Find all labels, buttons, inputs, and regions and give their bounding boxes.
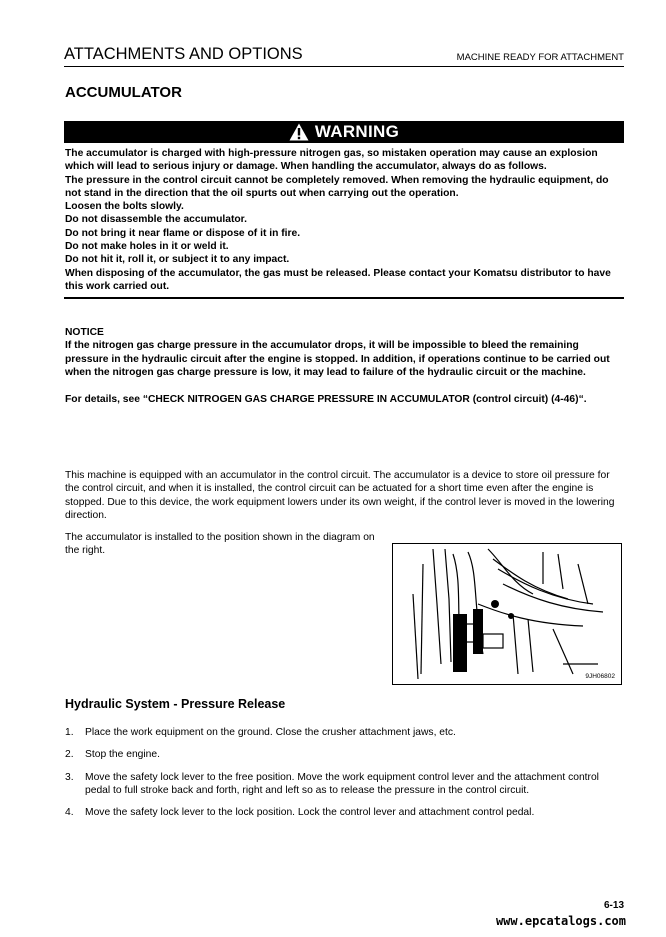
step-number: 4. [65, 807, 74, 819]
warning-line: Loosen the bolts slowly. [65, 201, 184, 213]
warning-line: The pressure in the control circuit cannot be completely removed. When removing the hydraulic equipment, do not stand in the direction that the oil spurts out when carrying out the operation. [65, 174, 609, 199]
list-item [65, 771, 625, 798]
notice-block [65, 326, 625, 406]
step-number: 2. [65, 749, 74, 761]
figure-code: 9JH06802 [585, 673, 615, 680]
warning-label: WARNING [314, 122, 400, 141]
warning-banner [64, 121, 624, 143]
step-text: Place the work equipment on the ground. Close the crusher attachment jaws, etc. [85, 727, 456, 738]
step-text: Stop the engine. [85, 749, 160, 761]
warning-line: Do not bring it near flame or dispose of it in fire. [65, 227, 301, 239]
accumulator-description: This machine is equipped with an accumulator in the control circuit. The accumulator is a device to store oil pressure for the control circuit, and when it is installed, the control circuit can be actuated for a short time even after the engine is stopped. Due to this device, the work equipment lowers under its own weight, if the control lever is moved in the lowering direction. [65, 470, 615, 521]
list-item [65, 806, 625, 819]
warning-line: The accumulator is charged with high-pressure nitrogen gas, so mistaken operation may cause an explosion which will lead to serious injury or damage. When handling the accumulator, always do as follows. [65, 148, 598, 173]
notice-label: NOTICE [65, 327, 104, 338]
header-divider [64, 66, 624, 67]
list-item [65, 726, 625, 739]
notice-reference: For details, see “CHECK NITROGEN GAS CHARGE PRESSURE IN ACCUMULATOR (control circuit) (4-46)“. [65, 394, 587, 406]
accumulator-location-text: The accumulator is installed to the position shown in the diagram on the right. [65, 532, 375, 557]
step-text: Move the safety lock lever to the lock position. Lock the control lever and attachment control pedal. [85, 807, 535, 819]
step-number: 1. [65, 727, 74, 738]
website-link[interactable]: www.epcatalogs.com [495, 914, 626, 928]
warning-line: Do not disassemble the accumulator. [65, 214, 247, 226]
page-title: ACCUMULATOR [65, 84, 182, 101]
step-number: 3. [65, 771, 74, 783]
section-reference: MACHINE READY FOR ATTACHMENT [456, 52, 624, 63]
page-number: 6-13 [603, 900, 624, 911]
warning-text [65, 147, 625, 293]
warning-line: When disposing of the accumulator, the gas must be released. Please contact your Komatsu distributor to have this work carried out. [65, 267, 611, 292]
warning-line: Do not hit it, roll it, or subject it to any impact. [65, 254, 290, 266]
procedure-steps [65, 726, 625, 828]
chapter-title: ATTACHMENTS AND OPTIONS [64, 45, 303, 63]
notice-text: If the nitrogen gas charge pressure in the accumulator drops, it will be impossible to bleed the remaining pressure in the hydraulic circuit after the engine is stopped. In addition, if operations continue to be carried out when the nitrogen gas charge pressure is low, it may lead to failure of the hydraulic circuit or the machine. [65, 340, 610, 378]
accumulator-diagram [392, 543, 622, 685]
step-text: Move the safety lock lever to the free position. Move the work equipment control lever and the attachment control pedal to full stroke back and forth, right and left so as to release the pressure in the control circuit. [85, 771, 599, 796]
warning-bottom-rule [64, 297, 624, 299]
procedure-title: Hydraulic System - Pressure Release [65, 697, 286, 711]
list-item [65, 748, 625, 761]
warning-triangle-icon [289, 123, 309, 141]
warning-line: Do not make holes in it or weld it. [65, 241, 229, 253]
accumulator-illustration [393, 544, 621, 684]
